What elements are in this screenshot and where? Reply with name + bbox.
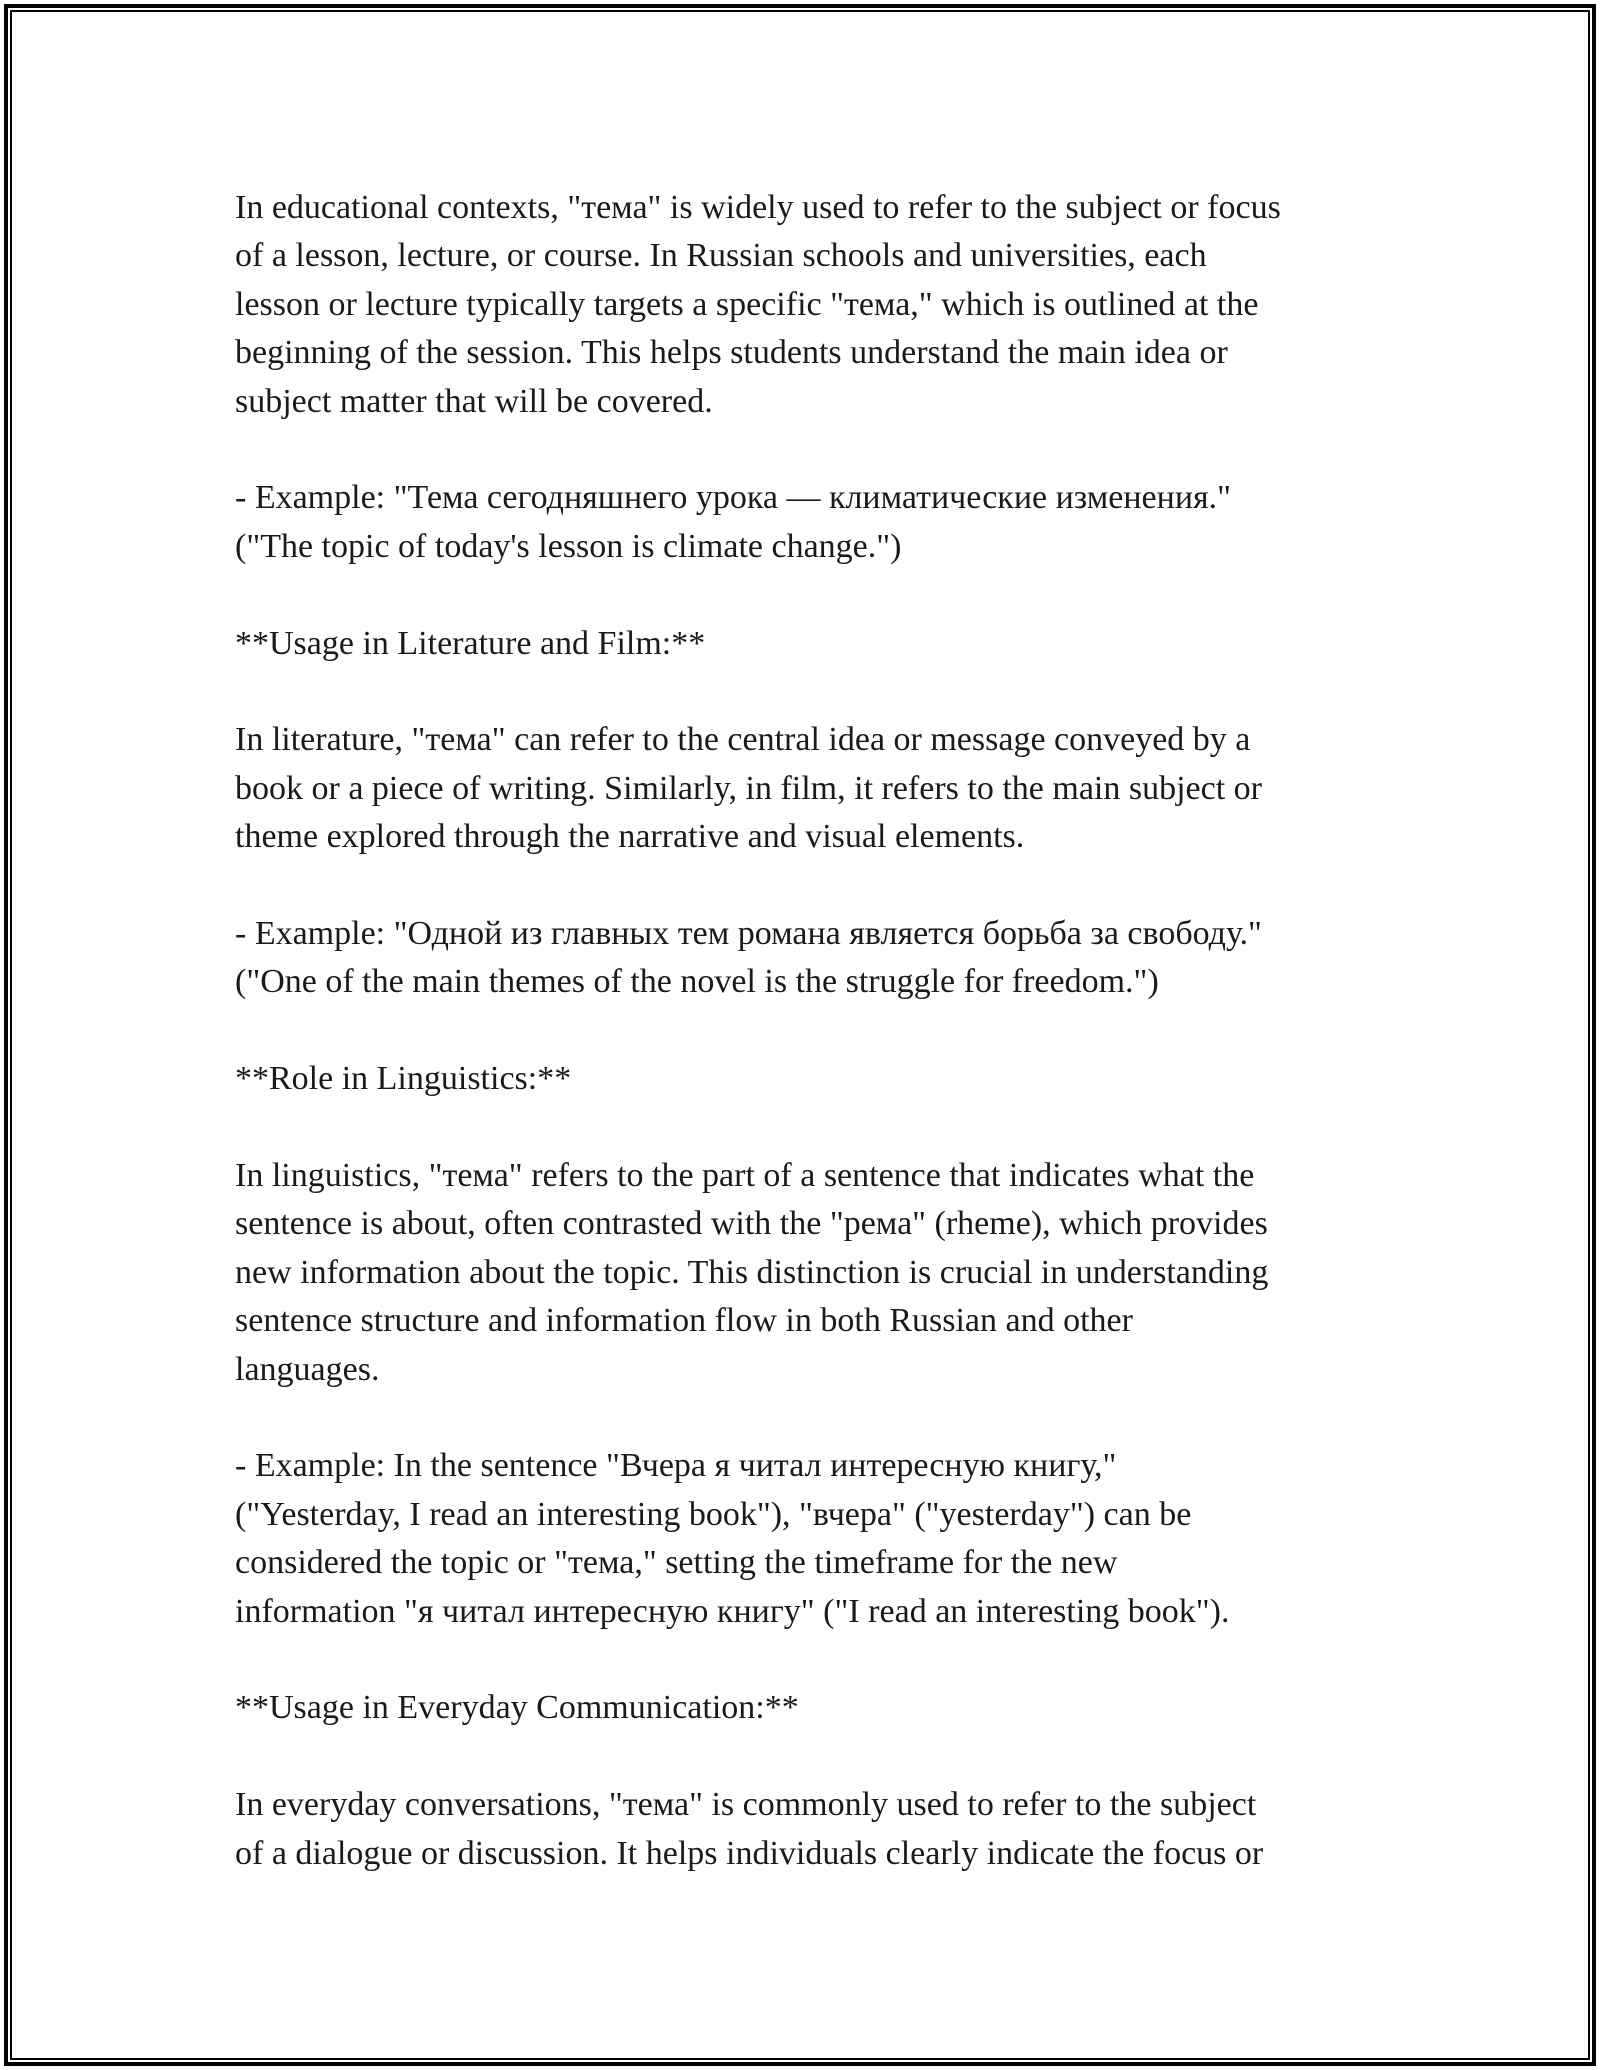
document-body [235, 184, 1385, 1878]
text-line: of a lesson, lecture, or course. In Russian schools and universities, each [235, 237, 1207, 275]
text-line: considered the topic or "тема," setting the timeframe for the new [235, 1544, 1118, 1582]
text-line: ("Yesterday, I read an interesting book"), "вчера" ("yesterday") can be [235, 1495, 1192, 1533]
example-novel-theme [235, 910, 1385, 1007]
paragraph-gap [235, 668, 1385, 716]
text-line: book or a piece of writing. Similarly, in film, it refers to the main subject or [235, 769, 1262, 807]
paragraph-literature [235, 716, 1385, 861]
text-line: In literature, "тема" can refer to the central idea or message conveyed by a [235, 721, 1251, 759]
text-line: languages. [235, 1350, 380, 1388]
paragraph-gap [235, 1007, 1385, 1055]
paragraph-everyday [235, 1781, 1385, 1878]
text-line: subject matter that will be covered. [235, 382, 713, 420]
text-line: lesson or lecture typically targets a specific "тема," which is outlined at the [235, 285, 1259, 323]
text-line: new information about the topic. This distinction is crucial in understanding [235, 1253, 1269, 1291]
text-line: theme explored through the narrative and visual elements. [235, 818, 1025, 856]
section-heading: **Role in Linguistics:** [235, 1060, 572, 1098]
paragraph-gap [235, 1394, 1385, 1442]
heading-literature-film [235, 620, 1385, 668]
paragraph-linguistics [235, 1152, 1385, 1394]
section-heading: **Usage in Literature and Film:** [235, 624, 706, 662]
text-line: sentence is about, often contrasted with the "рема" (rheme), which provides [235, 1205, 1268, 1243]
section-heading: **Usage in Everyday Communication:** [235, 1689, 799, 1727]
heading-linguistics [235, 1055, 1385, 1103]
text-line: In everyday conversations, "тема" is commonly used to refer to the subject [235, 1786, 1257, 1824]
heading-everyday-communication [235, 1684, 1385, 1732]
paragraph-gap [235, 1104, 1385, 1152]
text-line: information "я читал интересную книгу" ("I read an interesting book"). [235, 1592, 1230, 1630]
paragraph-gap [235, 1636, 1385, 1684]
text-line: ("One of the main themes of the novel is the struggle for freedom.") [235, 963, 1159, 1001]
paragraph-gap [235, 571, 1385, 619]
text-line: - Example: "Одной из главных тем романа является борьба за свободу." [235, 915, 1262, 953]
text-line: - Example: "Тема сегодняшнего урока — климатические изменения." [235, 479, 1232, 517]
text-line: beginning of the session. This helps students understand the main idea or [235, 334, 1228, 372]
text-line: sentence structure and information flow in both Russian and other [235, 1302, 1133, 1340]
text-line: of a dialogue or discussion. It helps individuals clearly indicate the focus or [235, 1834, 1264, 1872]
text-line: ("The topic of today's lesson is climate change.") [235, 527, 902, 565]
example-sentence-topic [235, 1442, 1385, 1636]
paragraph-educational-contexts [235, 184, 1385, 426]
text-line: - Example: In the sentence "Вчера я читал интересную книгу," [235, 1447, 1117, 1485]
example-lesson-topic [235, 474, 1385, 571]
text-line: In linguistics, "тема" refers to the part of a sentence that indicates what the [235, 1157, 1255, 1195]
text-line: In educational contexts, "тема" is widely used to refer to the subject or focus [235, 189, 1281, 226]
paragraph-gap [235, 426, 1385, 474]
paragraph-gap [235, 1733, 1385, 1781]
paragraph-gap [235, 862, 1385, 910]
